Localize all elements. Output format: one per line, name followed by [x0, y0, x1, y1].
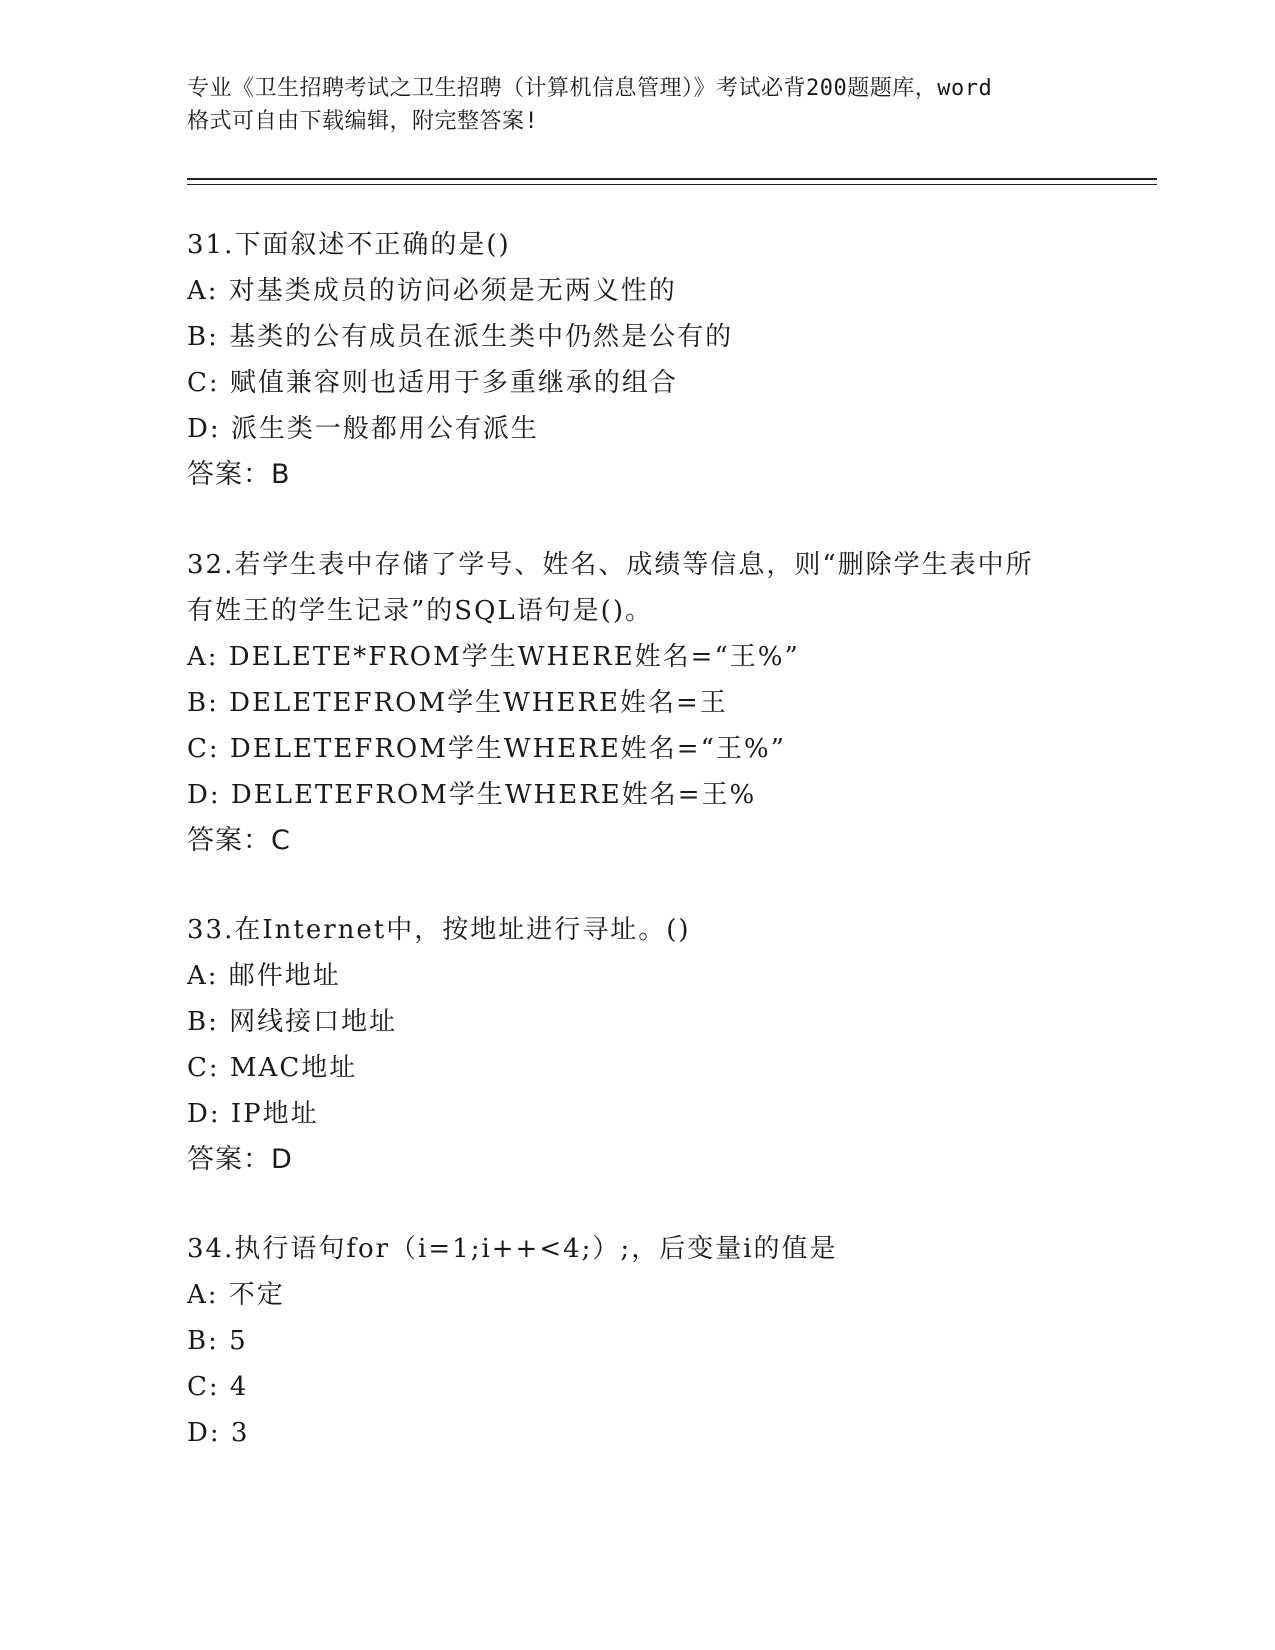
option-a: A: 不定 — [187, 1280, 285, 1310]
question-stem-continued: 有姓王的学生记录”的SQL语句是()。 — [187, 596, 653, 626]
answer-line: 答案：B — [187, 459, 291, 490]
question-stem: 31.下面叙述不正确的是() — [187, 230, 511, 260]
header-line-2: 格式可自由下载编辑，附完整答案! — [187, 109, 539, 134]
option-c: C: DELETEFROM学生WHERE姓名=“王%” — [187, 734, 786, 764]
option-d: D: 派生类一般都用公有派生 — [187, 414, 539, 444]
header-divider-thick — [187, 178, 1157, 180]
option-a: A: 对基类成员的访问必须是无两义性的 — [187, 276, 677, 306]
answer-line: 答案：D — [187, 1144, 293, 1175]
document-header — [187, 72, 1107, 138]
option-c: C: 赋值兼容则也适用于多重继承的组合 — [187, 368, 678, 398]
option-c: C: MAC地址 — [187, 1053, 358, 1083]
question-stem: 34.执行语句for（i=1;i++<4;）;，后变量i的值是 — [187, 1234, 838, 1264]
option-d: D: 3 — [187, 1418, 250, 1448]
option-b: B: 5 — [187, 1326, 248, 1356]
option-d: D: IP地址 — [187, 1099, 319, 1129]
header-divider-thin — [187, 184, 1157, 185]
option-d: D: DELETEFROM学生WHERE姓名=王% — [187, 780, 757, 810]
question-31 — [187, 222, 1087, 498]
option-b: B: 网线接口地址 — [187, 1007, 398, 1037]
question-stem: 33.在Internet中，按地址进行寻址。() — [187, 915, 691, 945]
question-32 — [187, 542, 1087, 864]
option-c: C: 4 — [187, 1372, 249, 1402]
answer-line: 答案：C — [187, 825, 291, 856]
option-b: B: DELETEFROM学生WHERE姓名=王 — [187, 688, 728, 718]
question-stem: 32.若学生表中存储了学号、姓名、成绩等信息，则“删除学生表中所 — [187, 550, 1034, 580]
option-a: A: DELETE*FROM学生WHERE姓名=“王%” — [187, 642, 800, 672]
question-33 — [187, 907, 1087, 1183]
header-line-1: 专业《卫生招聘考试之卫生招聘（计算机信息管理）》考试必背200题题库，word — [187, 76, 993, 101]
option-b: B: 基类的公有成员在派生类中仍然是公有的 — [187, 322, 734, 352]
option-a: A: 邮件地址 — [187, 961, 341, 991]
question-34 — [187, 1226, 1087, 1456]
